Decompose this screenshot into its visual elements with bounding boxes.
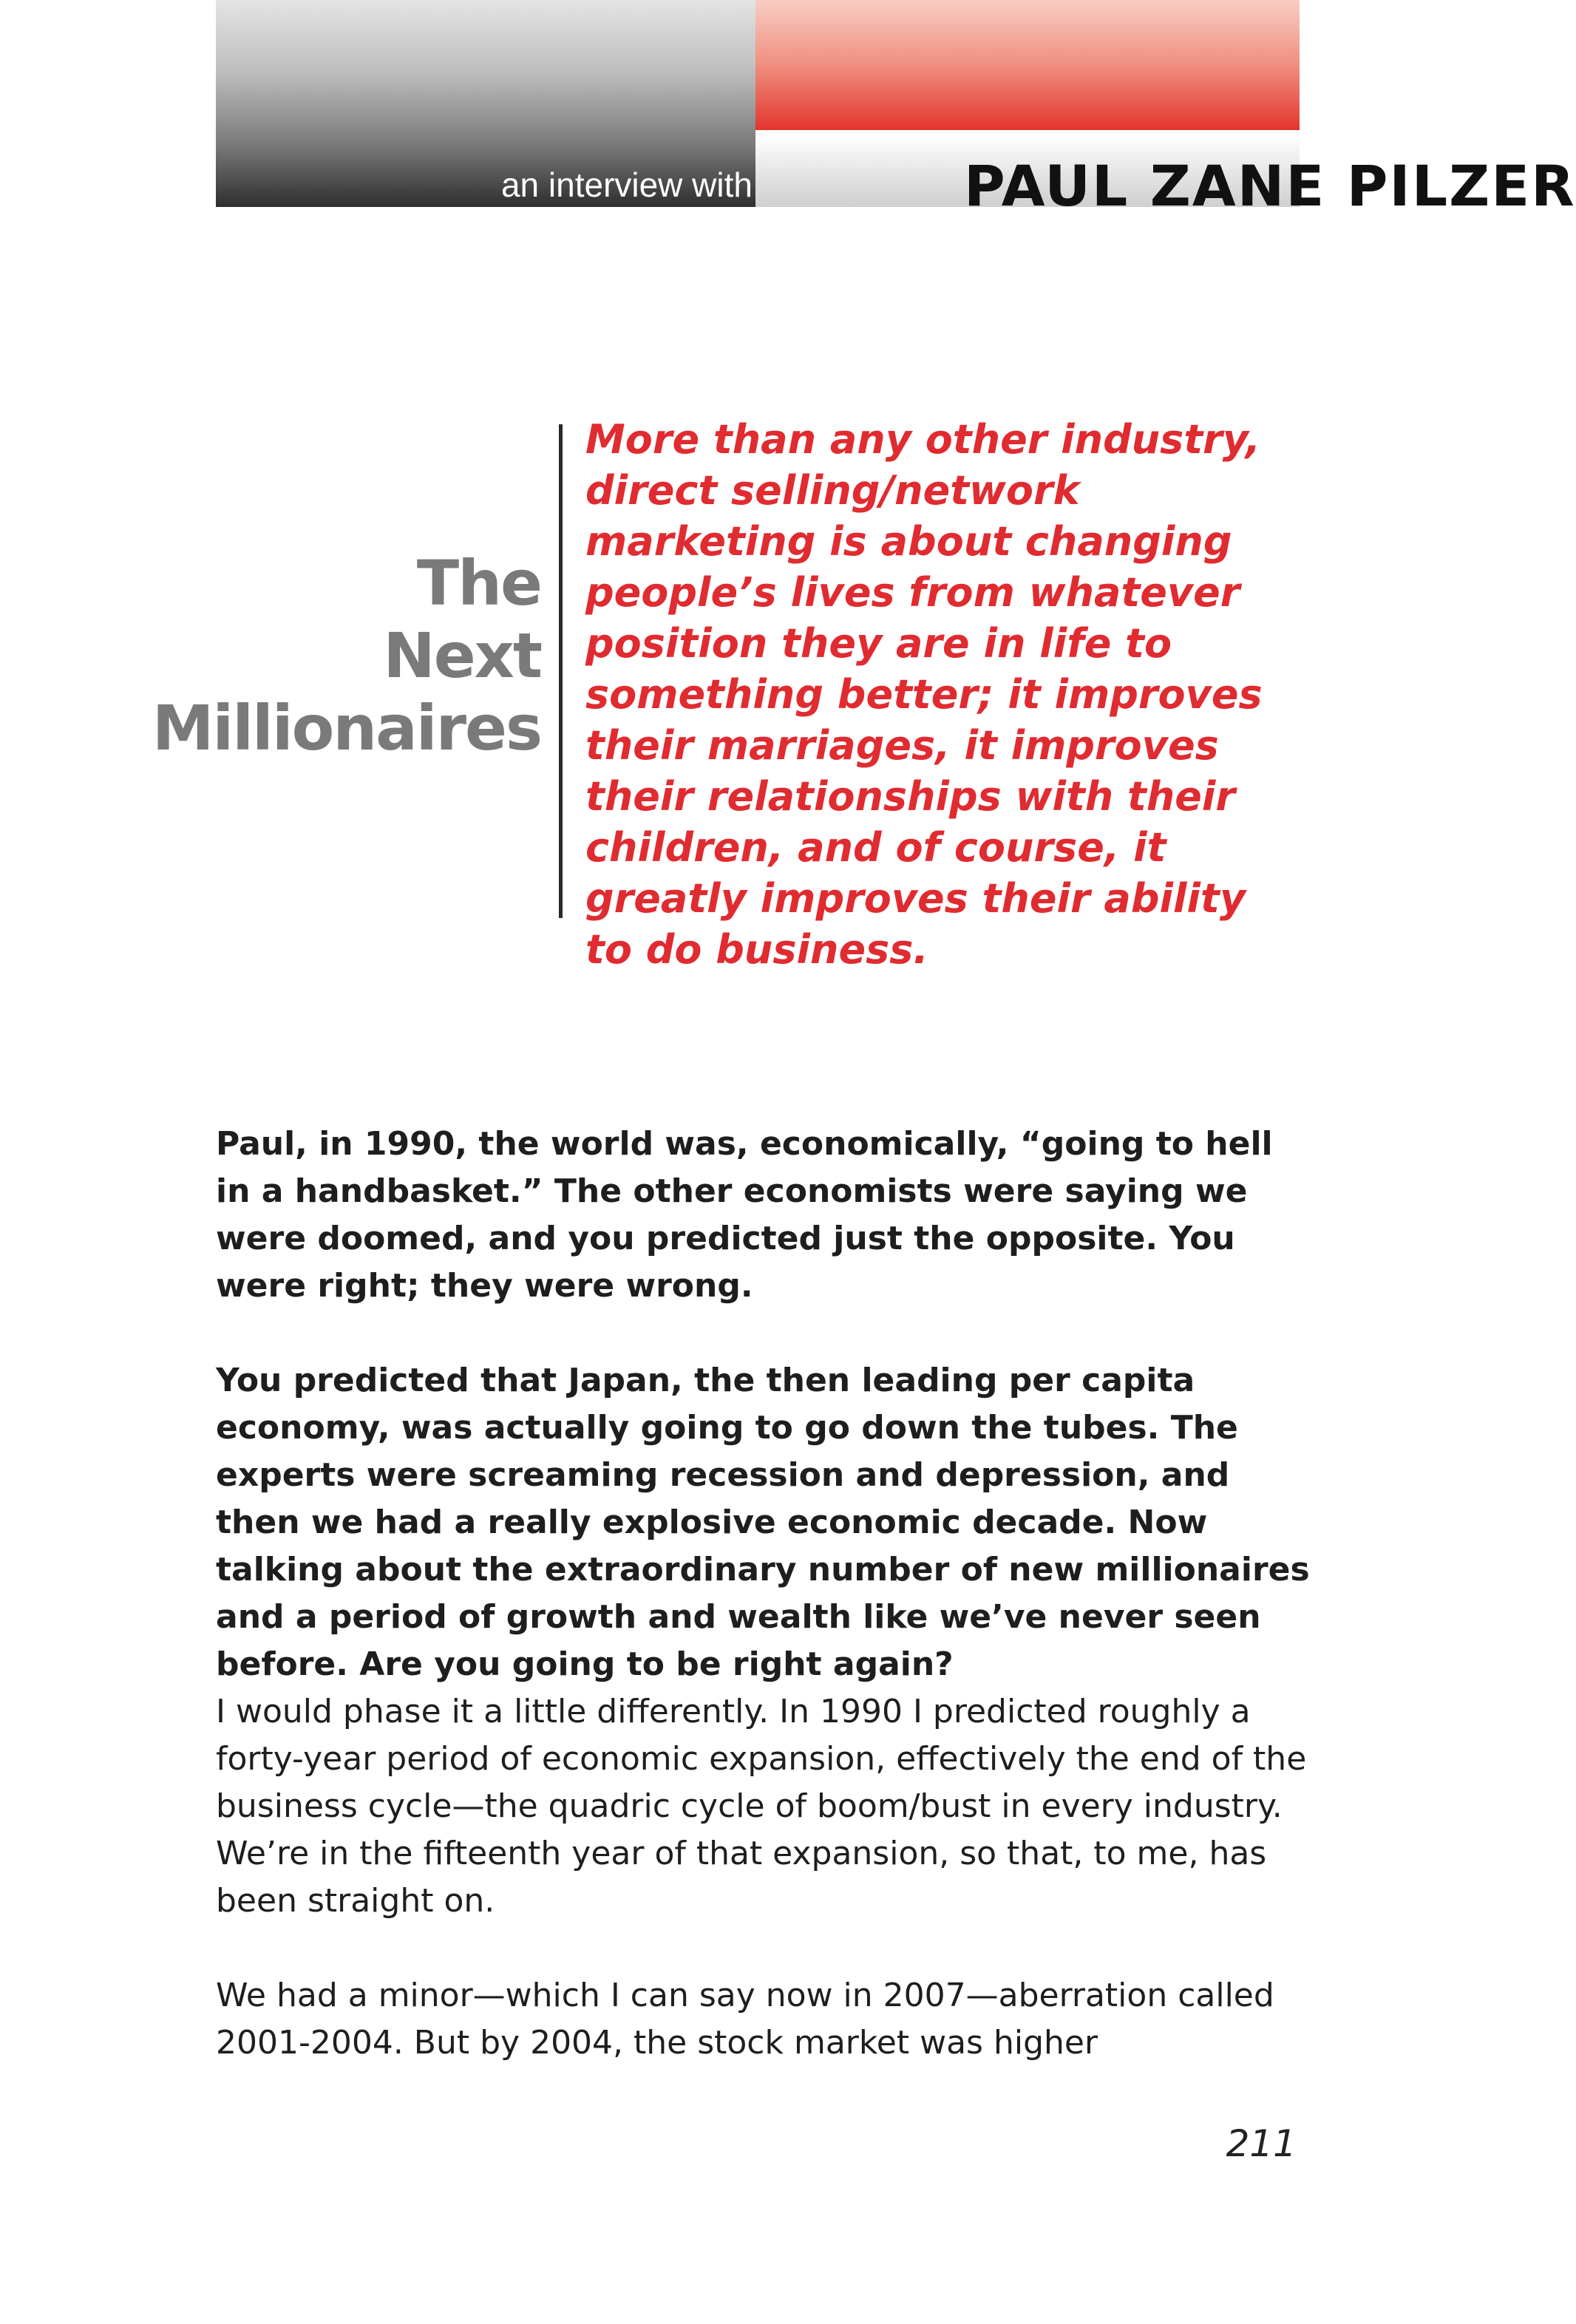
interview-answer: We had a minor—which I can say now in 2007—aberration called 2001-2004. But by 2004, the stock market was higher — [216, 1977, 1274, 2062]
pull-quote: More than any other industry, direct selling/network marketing is about changing people’s lives from whatever position they are in life to something better; it improves their marriages, it improves their relationships with their children, and of course, it greatly improves their ability to do business. — [585, 416, 1263, 973]
interview-body — [216, 1121, 1310, 2067]
interview-question: Paul, in 1990, the world was, economically, “going to hell in a handbasket.” The other economists were saying we were doomed, and you predicted just the opposite. You were right; they were wrong. — [216, 1125, 1273, 1305]
section-title-line: The — [416, 547, 541, 619]
section-title-line: Millionaires — [152, 692, 541, 764]
header-subtitle: an interview with — [500, 166, 753, 204]
header-red-gradient-block — [755, 0, 1300, 130]
section-title-line: Next — [383, 619, 541, 692]
pull-quote-divider — [559, 424, 563, 918]
interview-answer: I would phase it a little differently. In 1990 I predicted roughly a forty-year period of economic expansion, effectively the end of the business cycle—the quadric cycle of boom/bust in every industry. We’re in the fifteenth year of that expansion, so that, to me, has been straight on. — [216, 1693, 1307, 1920]
section-title — [148, 547, 541, 764]
chapter-header-banner — [216, 0, 1576, 219]
header-interviewee-name: PAUL ZANE PILZER — [964, 153, 1576, 219]
interview-question: You predicted that Japan, the then leading per capita economy, was actually going to go down the tubes. The experts were screaming recession and depression, and then we had a really explosive economic decade. Now talking about the extraordinary number of new millionaires and a period of growth and wealth like we’ve never seen before. Are you going to be right again? — [216, 1362, 1310, 1683]
page-number: 211 — [1226, 2122, 1297, 2165]
